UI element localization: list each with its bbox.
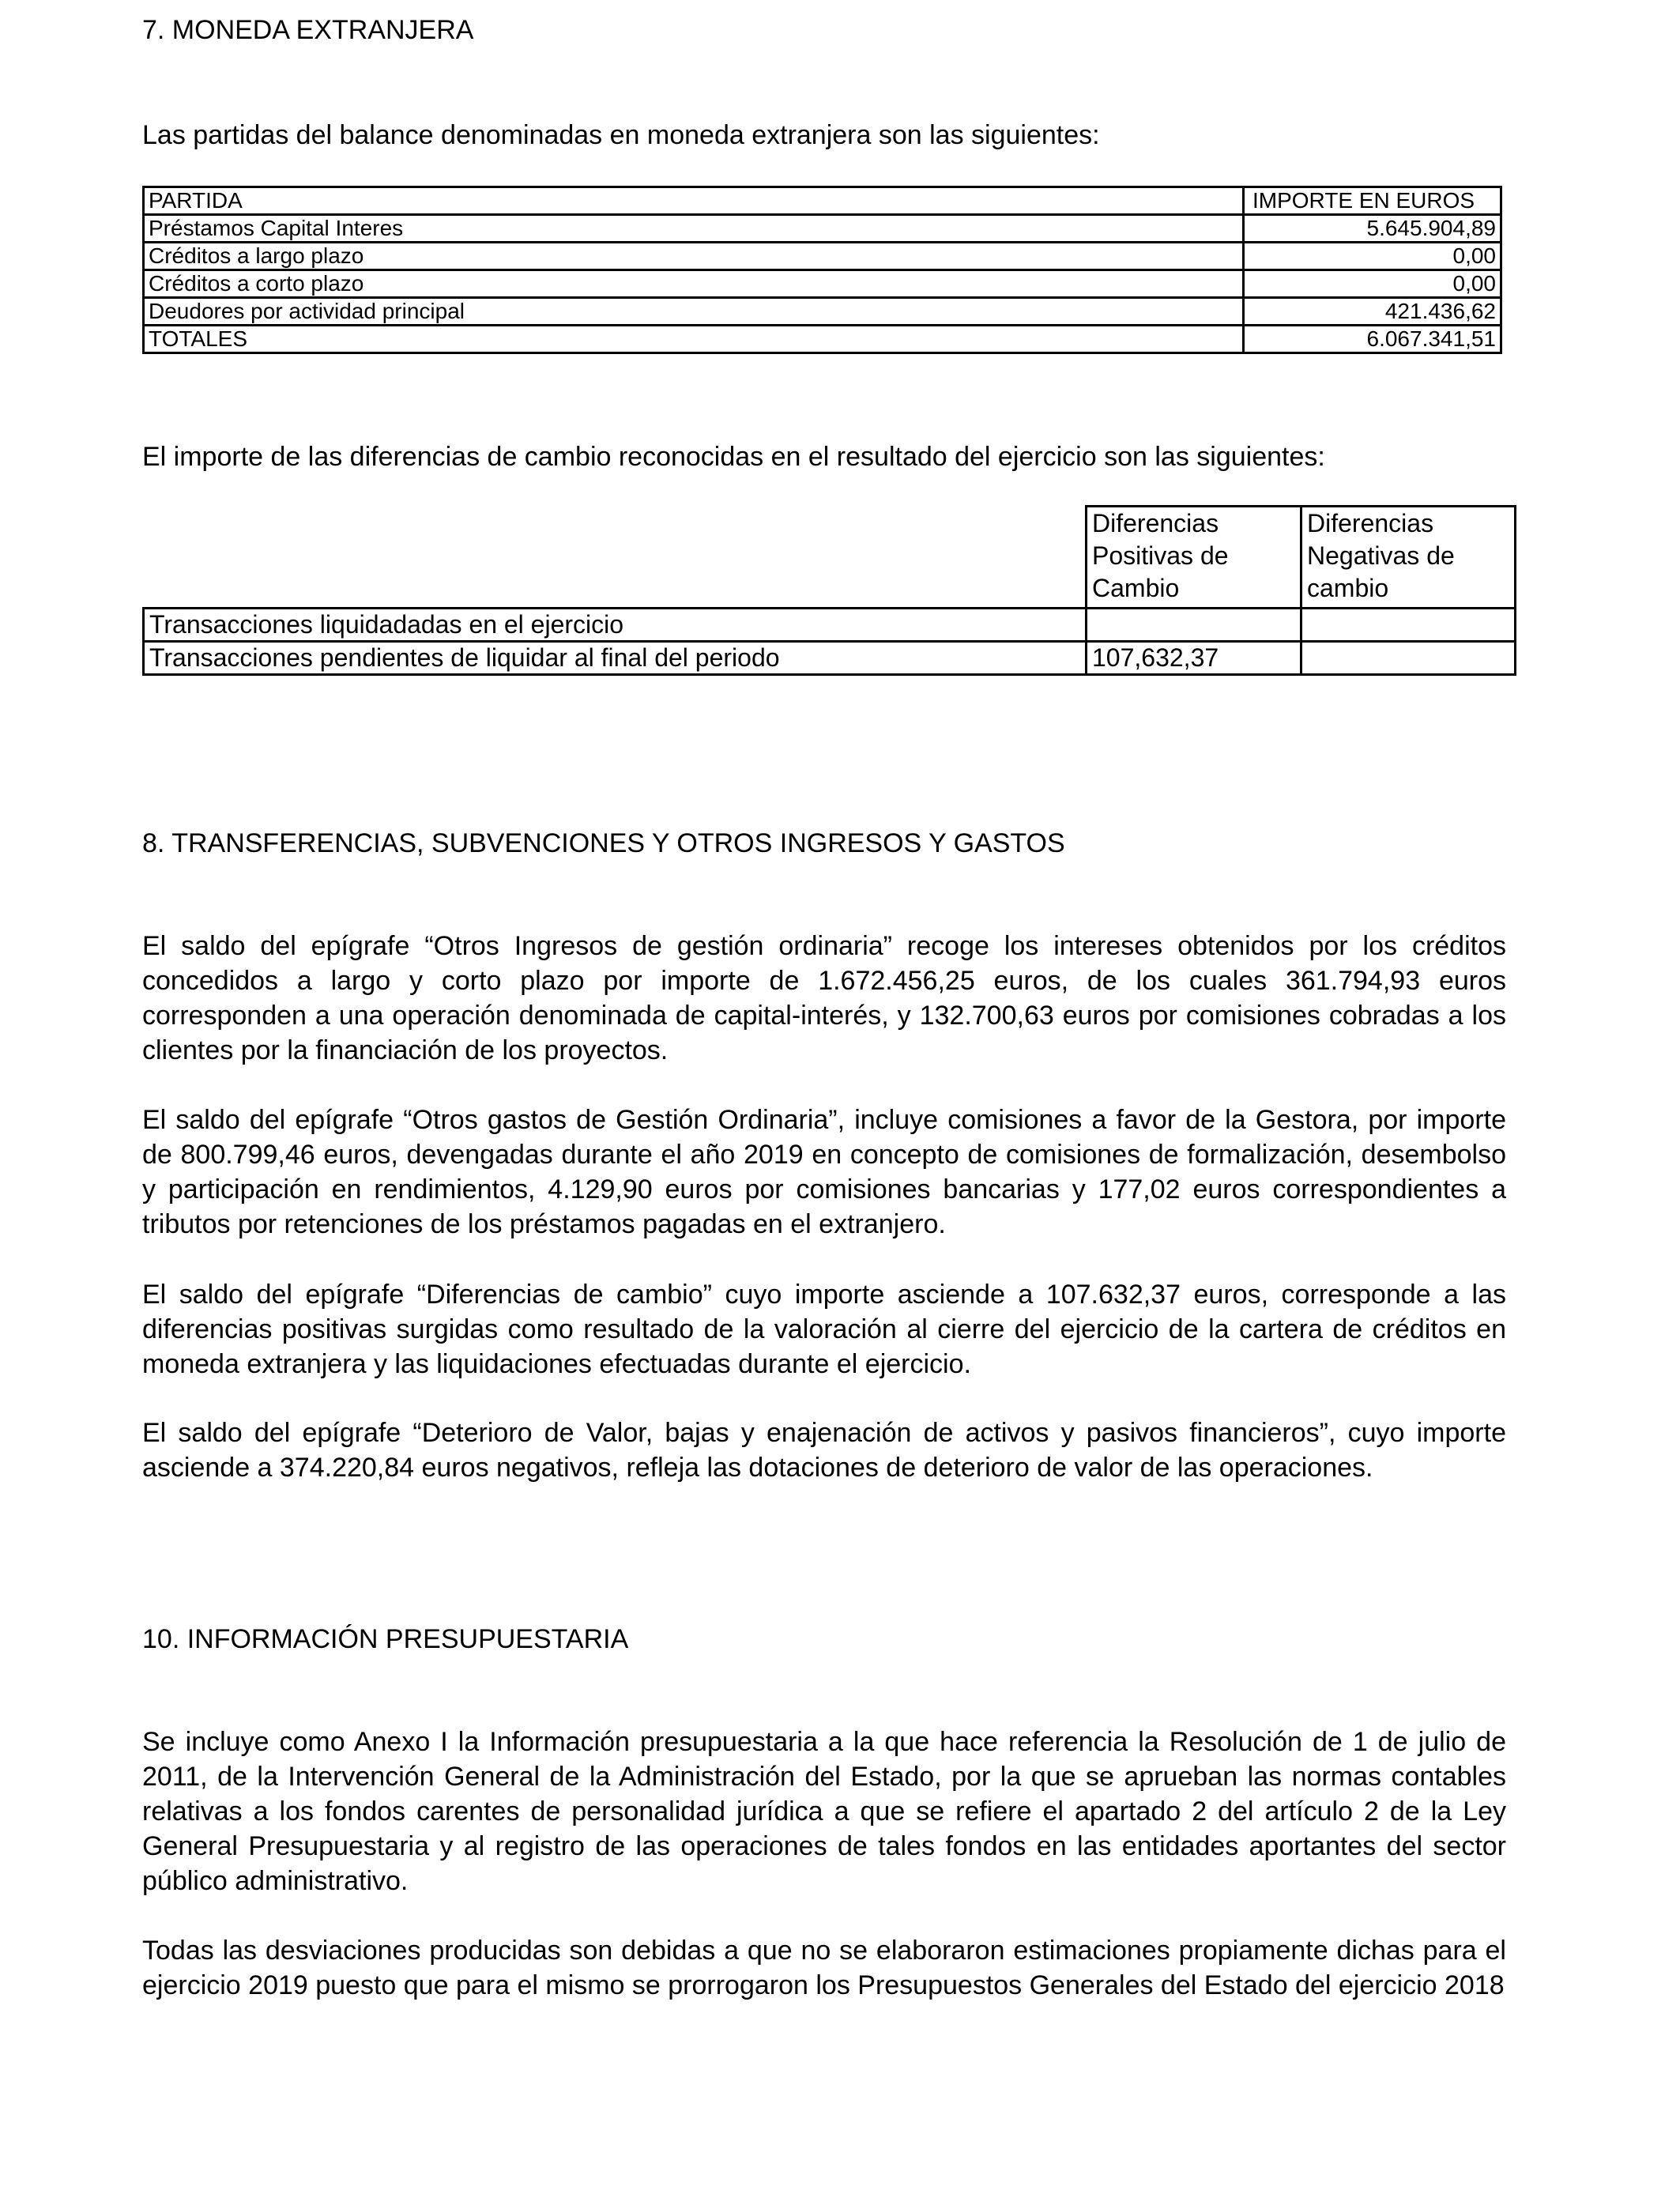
cell-positivas bbox=[1087, 609, 1301, 642]
section-7-intro-2: El importe de las diferencias de cambio reconocidas en el resultado del ejercicio son las siguientes: bbox=[142, 442, 1325, 472]
table-row bbox=[144, 298, 1501, 326]
cell-negativas bbox=[1301, 642, 1516, 675]
section-8-heading: 8. TRANSFERENCIAS, SUBVENCIONES Y OTROS INGRESOS Y GASTOS bbox=[142, 828, 1065, 858]
cell-partida: TOTALES bbox=[144, 326, 1244, 353]
table-row bbox=[144, 609, 1516, 642]
table-header-row bbox=[144, 507, 1516, 609]
cell-partida: Préstamos Capital Interes bbox=[144, 215, 1244, 243]
cell-positivas: 107,632,37 bbox=[1087, 642, 1301, 675]
exchange-differences-table bbox=[142, 505, 1516, 676]
section-10-paragraph: Se incluye como Anexo I la Información presupuestaria a la que hace referencia la Resolución de 1 de julio de 2011, de la Intervención General de la Administración del Estado, por la que se aprueban las normas contables relativas a los fondos carentes de personalidad jurídica a que se refiere el apartado 2 del artículo 2 de la Ley General Presupuestaria y al registro de las operaciones de tales fondos en las entidades aportantes del sector público administrativo. bbox=[142, 1727, 1506, 1896]
blank-header-cell bbox=[144, 507, 1087, 609]
table-row bbox=[144, 270, 1501, 298]
cell-importe: 5.645.904,89 bbox=[1244, 215, 1501, 243]
header-negativas: Diferencias Negativas de cambio bbox=[1301, 507, 1516, 609]
cell-partida: Créditos a largo plazo bbox=[144, 243, 1244, 270]
foreign-currency-table bbox=[142, 186, 1502, 354]
section-7-heading: 7. MONEDA EXTRANJERA bbox=[142, 15, 474, 45]
table-total-row bbox=[144, 326, 1501, 353]
header-importe: IMPORTE EN EUROS bbox=[1244, 187, 1501, 215]
section-8-paragraph: El saldo del epígrafe “Deterioro de Valor, bajas y enajenación de activos y pasivos financieros”, cuyo importe asciende a 374.220,84 euros negativos, refleja las dotaciones de deterioro de valor de las operaciones. bbox=[142, 1418, 1506, 1483]
header-positivas: Diferencias Positivas de Cambio bbox=[1087, 507, 1301, 609]
cell-importe: 0,00 bbox=[1244, 243, 1501, 270]
table-row bbox=[144, 642, 1516, 675]
cell-importe: 421.436,62 bbox=[1244, 298, 1501, 326]
table-row bbox=[144, 215, 1501, 243]
cell-negativas bbox=[1301, 609, 1516, 642]
section-8-paragraph: El saldo del epígrafe “Otros Ingresos de gestión ordinaria” recoge los intereses obtenidos por los créditos concedidos a largo y corto plazo por importe de 1.672.456,25 euros, de los cuales 361.794,93 euros corresponden a una operación denominada de capital-interés, y 132.700,63 euros por comisiones cobradas a los clientes por la financiación de los proyectos. bbox=[142, 931, 1506, 1065]
cell-importe: 0,00 bbox=[1244, 270, 1501, 298]
section-8-paragraph: El saldo del epígrafe “Diferencias de cambio” cuyo importe asciende a 107.632,37 euros, corresponde a las diferencias positivas surgidas como resultado de la valoración al cierre del ejercicio de la cartera de créditos en moneda extranjera y las liquidaciones efectuadas durante el ejercicio. bbox=[142, 1280, 1506, 1379]
cell-concepto: Transacciones pendientes de liquidar al final del periodo bbox=[144, 642, 1087, 675]
section-10-heading: 10. INFORMACIÓN PRESUPUESTARIA bbox=[142, 1624, 629, 1654]
section-10-paragraph: Todas las desviaciones producidas son debidas a que no se elaboraron estimaciones propiamente dichas para el ejercicio 2019 puesto que para el mismo se prorrogaron los Presupuestos Generales del Estado del ejercicio 2018 bbox=[142, 1936, 1506, 2000]
section-7-intro: Las partidas del balance denominadas en moneda extranjera son las siguientes: bbox=[142, 120, 1100, 150]
cell-concepto: Transacciones liquidadadas en el ejercicio bbox=[144, 609, 1087, 642]
table-row bbox=[144, 243, 1501, 270]
header-partida: PARTIDA bbox=[144, 187, 1244, 215]
table-header-row bbox=[144, 187, 1501, 215]
cell-importe: 6.067.341,51 bbox=[1244, 326, 1501, 353]
cell-partida: Deudores por actividad principal bbox=[144, 298, 1244, 326]
cell-partida: Créditos a corto plazo bbox=[144, 270, 1244, 298]
section-8-paragraph: El saldo del epígrafe “Otros gastos de Gestión Ordinaria”, incluye comisiones a favor de la Gestora, por importe de 800.799,46 euros, devengadas durante el año 2019 en concepto de comisiones de formalización, desembolso y participación en rendimientos, 4.129,90 euros por comisiones bancarias y 177,02 euros correspondientes a tributos por retenciones de los préstamos pagadas en el extranjero. bbox=[142, 1105, 1506, 1239]
